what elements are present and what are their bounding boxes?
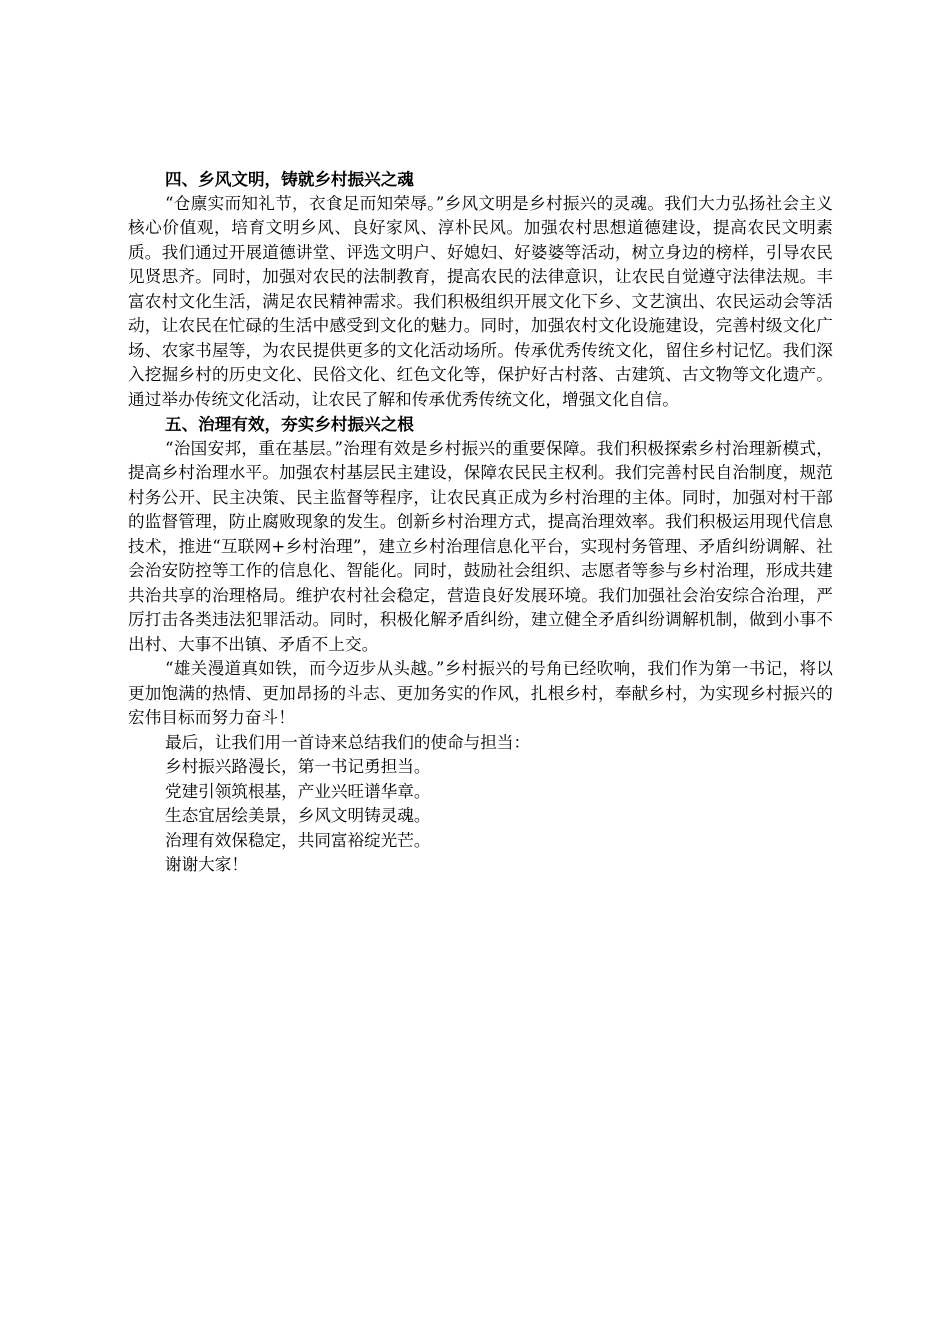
poem-line: 生态宜居绘美景，乡风文明铸灵魂。	[165, 806, 431, 825]
section-paragraph-4: “仓廪实而知礼节，衣食足而知荣辱。”乡风文明是乡村振兴的灵魂。我们大力弘扬社会主义核心价值观，培育文明乡风、良好家风、淳朴民风。加强农村思想道德建设，提高农民文明素质。我们通过开展道德讲堂、评选文明户、好媳妇、好婆婆等活动，树立身边的榜样，引导农民见贤思齐。同时，加强对农民的法制教育，提高农民的法律意识，让农民自觉遵守法律法规。丰富农村文化生活，满足农民精神需求。我们积极组织开展文化下乡、文艺演出、农民运动会等活动，让农民在忙碌的生活中感受到文化的魅力。同时，加强农村文化设施建设，完善村级文化广场、农家书屋等，为农民提供更多的文化活动场所。传承优秀传统文化，留住乡村记忆。我们深入挖掘乡村的历史文化、民俗文化、红色文化等，保护好古村落、古建筑、古文物等文化遗产。通过举办传统文化活动，让农民了解和传承优秀传统文化，增强文化自信。	[128, 193, 833, 409]
section-heading-5: 五、治理有效，夯实乡村振兴之根	[165, 414, 414, 434]
document-body	[128, 167, 833, 878]
poem-line: 治理有效保稳定，共同富裕绽光芒。	[165, 830, 431, 850]
section-paragraph-5: “治国安邦，重在基层。”治理有效是乡村振兴的重要保障。我们积极探索乡村治理新模式，提高乡村治理水平。加强农村基层民主建设，保障农民民主权利。我们完善村民自治制度，规范村务公开、民主决策、民主监督等程序，让农民真正成为乡村治理的主体。同时，加强对村干部的监督管理，防止腐败现象的发生。创新乡村治理方式，提高治理效率。我们积极运用现代信息技术，推进“互联网+乡村治理”，建立乡村治理信息化平台，实现村务管理、矛盾纠纷调解、社会治安防控等工作的信息化、智能化。同时，鼓励社会组织、志愿者等参与乡村治理，形成共建共治共享的治理格局。维护农村社会稳定，营造良好发展环境。我们加强社会治安综合治理，严厉打击各类违法犯罪活动。同时，积极化解矛盾纠纷，建立健全矛盾纠纷调解机制，做到小事不出村、大事不出镇、矛盾不上交。	[128, 438, 833, 654]
thanks-line: 谢谢大家！	[165, 855, 248, 874]
poem-line: 党建引领筑根基，产业兴旺谱华章。	[165, 781, 431, 801]
closing-paragraph: “雄关漫道真如铁，而今迈步从头越。”乡村振兴的号角已经吹响，我们作为第一书记，将以更加饱满的热情、更加昂扬的斗志、更加务实的作风，扎根乡村，奉献乡村，为实现乡村振兴的宏伟目标而努力奋斗！	[128, 659, 833, 727]
poem-intro: 最后，让我们用一首诗来总结我们的使命与担当：	[165, 732, 531, 752]
poem-line: 乡村振兴路漫长，第一书记勇担当。	[165, 757, 431, 776]
section-heading-4: 四、乡风文明，铸就乡村振兴之魂	[165, 169, 414, 189]
